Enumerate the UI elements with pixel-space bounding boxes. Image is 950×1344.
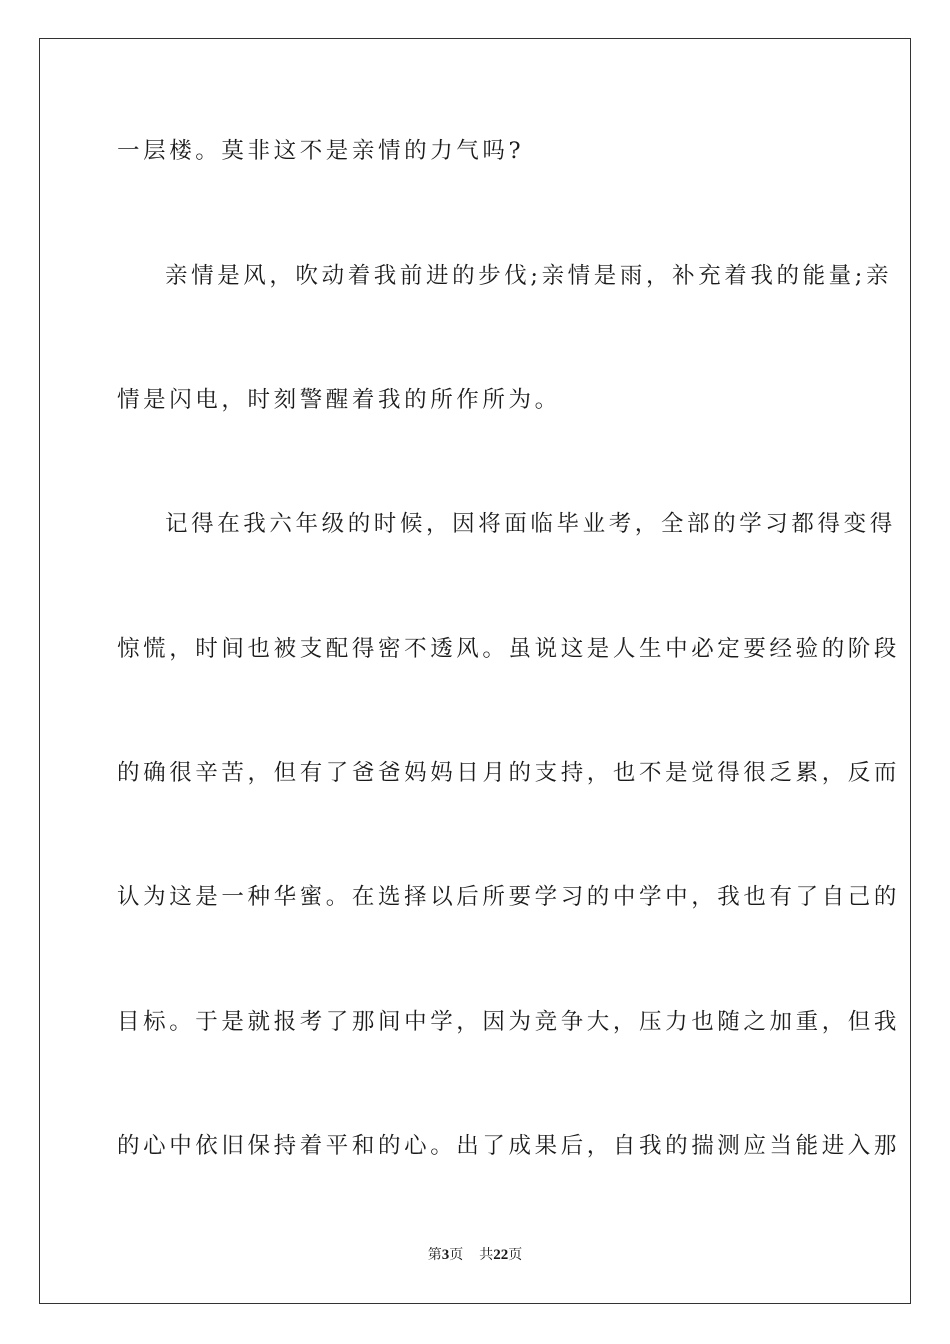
- text-line-2: 亲情是风，吹动着我前进的步伐;亲情是雨，补充着我的能量;亲: [165, 263, 893, 289]
- text-line-9: 的心中依旧保持着平和的心。出了成果后，自我的揣测应当能进入那: [117, 1133, 901, 1159]
- page-footer: [0, 1246, 950, 1264]
- text-line-8: 目标。于是就报考了那间中学，因为竞争大，压力也随之加重，但我: [117, 1009, 901, 1035]
- text-line-4: 记得在我六年级的时候，因将面临毕业考，全部的学习都得变得: [165, 511, 896, 537]
- footer-page-prefix: 第: [427, 1247, 442, 1263]
- footer-page-suffix: 页: [449, 1247, 464, 1263]
- text-line-6: 的确很辛苦，但有了爸爸妈妈日月的支持，也不是觉得很乏累，反而: [117, 760, 901, 786]
- footer-total-prefix: 共: [479, 1247, 494, 1263]
- footer-total-pages: 22: [493, 1247, 509, 1263]
- footer-total-suffix: 页: [508, 1247, 523, 1263]
- text-line-3: 情是闪电，时刻警醒着我的所作所为。: [117, 387, 561, 413]
- text-line-5: 惊慌，时间也被支配得密不透风。虽说这是人生中必定要经验的阶段: [117, 636, 901, 662]
- footer-page-number: 3: [441, 1247, 450, 1263]
- text-line-1: 一层楼。莫非这不是亲情的力气吗?: [117, 138, 525, 164]
- page-border: [39, 38, 911, 1304]
- text-line-7: 认为这是一种华蜜。在选择以后所要学习的中学中，我也有了自己的: [117, 884, 901, 910]
